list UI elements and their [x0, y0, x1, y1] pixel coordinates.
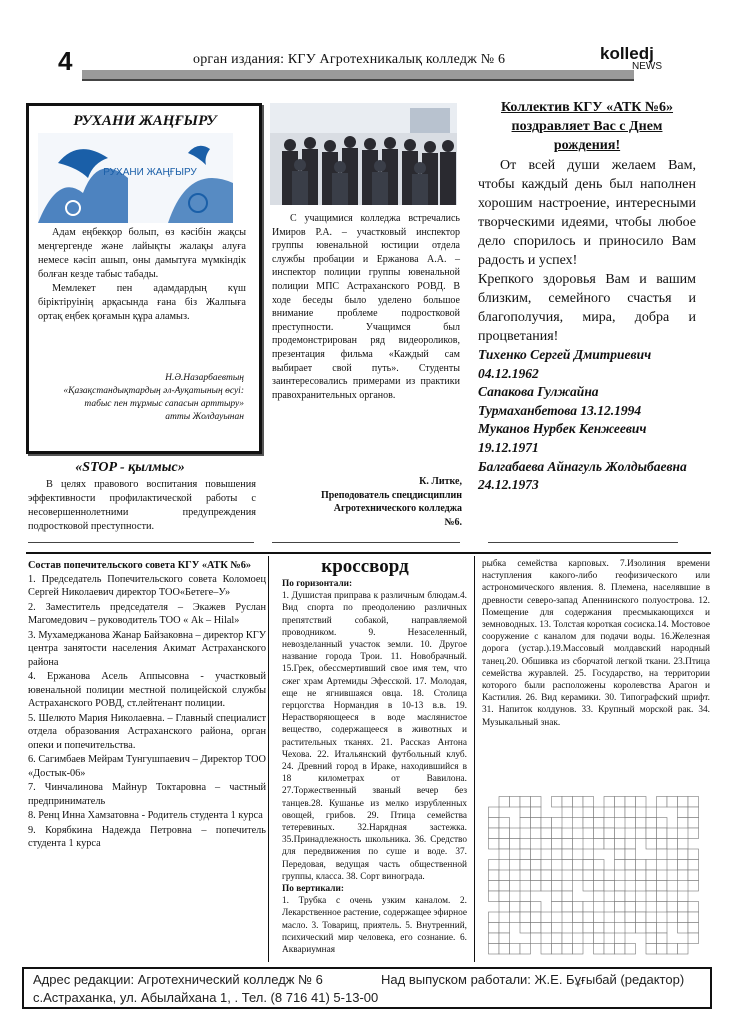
- crossword-cell: [625, 839, 636, 850]
- crossword-cell: [604, 828, 615, 839]
- crossword-cell: [573, 870, 584, 881]
- crossword-cell: [562, 860, 573, 871]
- crossword-cell: [615, 902, 626, 913]
- crossword-cell: [520, 849, 531, 860]
- crossword-cell: [573, 839, 584, 850]
- meeting-article: С учащимися колледжа встречались Имиров Р.А. – участковый инспектор группы ювенальной юстиции отдела службы пробации и Ержанова А.А. – инспектор полиции группы ювенальной полиции МПС Астраханского РОВД. В ходе беседы было уделено большое внимание проблеме подростковой преступности. Учащимся был продемонстрирован ряд видеороликов, презентация фильма «Каждый сам выбирает свой путь». Студенты заинтересовались примерами из практики правохранительных органов.: [272, 213, 460, 401]
- crossword-cell: [541, 881, 552, 892]
- crossword-cell: [646, 891, 657, 902]
- crossword-cell: [552, 870, 563, 881]
- crossword-cell: [625, 923, 636, 934]
- crossword-cell: [520, 818, 531, 829]
- birthday-name: Балгабаева Айнагуль Жолдыбаевна 24.12.1973: [478, 458, 687, 493]
- crossword-cell: [573, 902, 584, 913]
- crossword-cell: [552, 944, 563, 955]
- crossword-cell: [646, 923, 657, 934]
- crossword-cell: [636, 902, 647, 913]
- rukhani-signature: [38, 372, 244, 424]
- crossword-cell: [678, 818, 689, 829]
- crossword-cell: [583, 923, 594, 934]
- crossword-cell: [688, 828, 699, 839]
- kolledj-news-logo: [600, 44, 680, 72]
- crossword-cell: [657, 891, 668, 902]
- crossword-cell: [625, 870, 636, 881]
- crossword-cell: [531, 912, 542, 923]
- crossword-cell: [657, 881, 668, 892]
- crossword-cell: [531, 797, 542, 808]
- board-member: 7. Чинчалинова Майнур Токтаровна – частный предприниматель: [28, 782, 266, 807]
- crossword-cell: [552, 849, 563, 860]
- crossword-cell: [594, 818, 605, 829]
- crossword-cell: [615, 860, 626, 871]
- crossword-cell: [646, 860, 657, 871]
- crossword-cell: [615, 881, 626, 892]
- students-group-photo: [270, 103, 457, 205]
- crossword-cell: [541, 912, 552, 923]
- birthday-heading: Коллектив КГУ «АТК №6» поздравляет Вас с Днем рождения!: [500, 100, 674, 153]
- crossword-cell: [667, 797, 678, 808]
- board-of-trustees: [28, 559, 266, 852]
- crossword-cell: [594, 933, 605, 944]
- crossword-cell: [657, 933, 668, 944]
- board-member: 5. Шелюто Мария Николаевна. – Главный специалист отдела образования Астраханского района, орган опеки и попечительства.: [28, 712, 266, 751]
- crossword-cell: [499, 933, 510, 944]
- board-list: [28, 573, 266, 851]
- crossword-cell: [520, 797, 531, 808]
- crossword-cell: [520, 923, 531, 934]
- crossword-clues-continued: рыбка семейства карповых. 7.Изолиния времени наступления какого-либо геофизического или астрономического явления. 8. Племена, населявшие в древности северо-запад Апеннинского полуострова. 12. Помещение для содержания пресмыкающихся и земноводных. 13. Толстая короткая сосиска.14. Мостовое сооружение с каналом для подачи воды. 16.Железная дорога (устар.).19.Массовый молдавский народный танец.20. Обшивка из сборчатой легкой ткани. 23.Птица семейства журавлей. 25. Государство, на территории которого были расположены королевства Арагон и Кастилия. 26. Вид керамики. 30. Типографский шрифт. 31. Напиток колдунов. 33. Крупный морской рак. 34. Музыкальный знак.: [482, 559, 710, 728]
- crossword-cell: [678, 849, 689, 860]
- crossword-cell: [531, 849, 542, 860]
- crossword-cell: [646, 933, 657, 944]
- crossword-cell: [594, 891, 605, 902]
- column-rule: [28, 542, 254, 543]
- crossword-cell: [594, 912, 605, 923]
- crossword-cell: [499, 944, 510, 955]
- board-member: 6. Сагимбаев Мейрам Тунгушпаевич – Директор ТОО «Достык-06»: [28, 754, 266, 779]
- board-member: 1. Председатель Попечительского совета Коломоец Сергей Николаевич директор ТОО«Бетеге–У»: [28, 573, 266, 598]
- crossword-cell: [562, 839, 573, 850]
- crossword-cell: [688, 870, 699, 881]
- crossword-cell: [510, 828, 521, 839]
- crossword-cell: [646, 807, 657, 818]
- crossword-cell: [688, 881, 699, 892]
- crossword-cell: [678, 860, 689, 871]
- crossword-cell: [646, 912, 657, 923]
- crossword-cell: [531, 881, 542, 892]
- crossword-cell: [489, 860, 500, 871]
- crossword-cell: [688, 849, 699, 860]
- crossword-cell: [615, 944, 626, 955]
- clues-down: 1. Трубка с очень узким каналом. 2. Лекарственное растение, содержащее эфирное масло. 3. Товарищ, приятель. 5. Внутренний, психический мир человека, его сознание. 6. Аквариумная: [282, 896, 467, 956]
- rukhani-body: [38, 226, 246, 324]
- crossword-cell: [625, 912, 636, 923]
- crossword-cell: [562, 912, 573, 923]
- crossword-cell: [667, 828, 678, 839]
- crossword-cell: [573, 860, 584, 871]
- crossword-cell: [541, 860, 552, 871]
- crossword-cell: [657, 839, 668, 850]
- crossword-cell: [562, 797, 573, 808]
- signature-quote: «Қазақстандықтардың әл-Ауқатының өсуі: табыс пен тұрмыс сапасын арттыру»: [63, 386, 244, 409]
- crossword-cell: [678, 797, 689, 808]
- crossword-cell: [678, 839, 689, 850]
- crossword-cell: [573, 944, 584, 955]
- crossword-grid: [488, 796, 708, 958]
- crossword-cell: [520, 944, 531, 955]
- crossword-cell: [625, 849, 636, 860]
- crossword-cell: [657, 870, 668, 881]
- birthday-name: Тихенко Сергей Дмитриевич 04.12.1962: [478, 347, 652, 381]
- board-member: 2. Заместитель председателя – Экажев Руслан Магомедович – руководитель ТОО « Ak – Hilal»: [28, 601, 266, 626]
- crossword-cell: [573, 818, 584, 829]
- crossword-cell: [636, 870, 647, 881]
- crossword-cell: [562, 849, 573, 860]
- crossword-cell: [646, 870, 657, 881]
- crossword-cell: [678, 870, 689, 881]
- footer-editor: Над выпуском работали: Ж.Е. Бұғыбай (редактор): [381, 972, 685, 987]
- birthday-name: Сапакова Гулжайна Турмаханбетова 13.12.1994: [478, 384, 642, 418]
- crossword-cell: [625, 891, 636, 902]
- crossword-cell: [583, 849, 594, 860]
- crossword-cell: [510, 860, 521, 871]
- crossword-cell: [615, 807, 626, 818]
- crossword-cell: [615, 849, 626, 860]
- crossword-cell: [636, 828, 647, 839]
- crossword-cell: [667, 902, 678, 913]
- crossword-cell: [688, 818, 699, 829]
- crossword-cell: [615, 912, 626, 923]
- crossword-cell: [667, 860, 678, 871]
- crossword-cell: [489, 839, 500, 850]
- column-rule: [488, 542, 678, 543]
- crossword-cell: [531, 933, 542, 944]
- crossword-cell: [604, 839, 615, 850]
- crossword-cell: [583, 881, 594, 892]
- crossword-cell: [594, 870, 605, 881]
- crossword-cell: [573, 923, 584, 934]
- crossword-cell: [615, 933, 626, 944]
- crossword-cell: [489, 818, 500, 829]
- crossword-cell: [646, 881, 657, 892]
- birthday-paragraph: От всей души желаем Вам, чтобы каждый день был наполнен хорошим настроение, интересными творческими идеями, чтобы любое дело спорилось и приносило Вам радость и успех!: [478, 158, 696, 268]
- crossword-cell: [489, 933, 500, 944]
- section-divider: [26, 552, 711, 554]
- clues-across-label: По горизонтали:: [282, 579, 353, 589]
- crossword-cell: [583, 870, 594, 881]
- crossword-cell: [489, 807, 500, 818]
- crossword-cell: [520, 902, 531, 913]
- crossword-cell: [604, 902, 615, 913]
- crossword-cell: [688, 860, 699, 871]
- board-member: 4. Ержанова Асель Аппысовна - участковый ювенальной полиции местной полицейской службы Астраханского РОВД, ст.лейтенант полиции.: [28, 671, 266, 709]
- crossword-cell: [531, 860, 542, 871]
- footer-address: с.Астраханка, ул. Абылайхана 1, . Тел. (8 716 41) 5-13-00: [33, 990, 379, 1005]
- banner-text: РУХАНИ ЖАҢҒЫРУ: [103, 167, 197, 178]
- clues-down-label: По вертикали:: [282, 884, 344, 895]
- crossword-cell: [499, 902, 510, 913]
- crossword-cell: [520, 912, 531, 923]
- crossword-cell: [657, 849, 668, 860]
- crossword-cell: [636, 797, 647, 808]
- crossword-cell: [667, 944, 678, 955]
- crossword-cell: [510, 944, 521, 955]
- crossword-cell: [583, 933, 594, 944]
- crossword-cell: [583, 902, 594, 913]
- crossword-cell: [678, 902, 689, 913]
- crossword-cell: [583, 818, 594, 829]
- crossword-cell: [499, 870, 510, 881]
- crossword-cell: [688, 923, 699, 934]
- crossword-cell: [489, 912, 500, 923]
- crossword-cell: [678, 912, 689, 923]
- crossword-cell: [667, 881, 678, 892]
- stop-text: В целях правового воспитания повышения эффективности профилактической работы с несовершеннолетними предупреждения подростковой преступности.: [28, 479, 256, 532]
- crossword-cell: [615, 891, 626, 902]
- crossword-cell: [615, 839, 626, 850]
- crossword-cell: [636, 818, 647, 829]
- rukhani-banner-image: [38, 133, 233, 223]
- crossword-cell: [678, 807, 689, 818]
- crossword-cell: [499, 923, 510, 934]
- header-bar-line: [82, 79, 634, 81]
- crossword-cell: [583, 828, 594, 839]
- crossword-cell: [520, 860, 531, 871]
- crossword-cell: [541, 923, 552, 934]
- crossword-cell: [552, 933, 563, 944]
- crossword-cell: [594, 860, 605, 871]
- logo-text-top: kolledj: [600, 44, 654, 63]
- rukhani-paragraph: Адам еңбекқор болып, өз кәсібін жақсы меңгергенде және лайықты жалақы алуға немесе кәсіп ашып, оны дамытуға мүмкіндік болған кезде табыс табады.: [38, 227, 246, 280]
- crossword-cell: [604, 881, 615, 892]
- signature-end: атты Жолдауынан: [165, 412, 244, 422]
- article-signature: [320, 475, 462, 529]
- crossword-cell: [541, 828, 552, 839]
- crossword-cell: [531, 923, 542, 934]
- column-rule: [272, 542, 460, 543]
- birthday-name: Муканов Нурбек Кенжеевич 19.12.1971: [478, 421, 647, 455]
- crossword-cell: [531, 807, 542, 818]
- crossword-cell: [499, 797, 510, 808]
- crossword-cell: [646, 828, 657, 839]
- crossword-cell: [573, 797, 584, 808]
- crossword-cell: [510, 912, 521, 923]
- crossword-cell: [541, 870, 552, 881]
- crossword-cell: [646, 839, 657, 850]
- crossword-cell: [489, 870, 500, 881]
- crossword-cell: [499, 818, 510, 829]
- birthday-names: [478, 346, 696, 495]
- crossword-cell: [489, 881, 500, 892]
- crossword-cell: [552, 797, 563, 808]
- publisher-line: орган издания: КГУ Агротехникалық колледж № 6: [193, 52, 506, 67]
- crossword-cell: [562, 944, 573, 955]
- crossword-cell: [499, 839, 510, 850]
- crossword-cell: [625, 797, 636, 808]
- signature-name: Н.Ә.Назарбаевтың: [165, 373, 244, 383]
- crossword-cell: [531, 818, 542, 829]
- signature-author: К. Литке,: [419, 476, 462, 487]
- crossword-cell: [688, 912, 699, 923]
- crossword-cell: [688, 902, 699, 913]
- crossword-cell: [625, 860, 636, 871]
- crossword-cell: [594, 944, 605, 955]
- board-member: 3. Мухамеджанова Жанар Байзаковна – директор КГУ центра занятости населения Акимат Астраханского района: [28, 629, 266, 668]
- crossword-cell: [562, 902, 573, 913]
- crossword-cell: [583, 860, 594, 871]
- crossword-cell: [510, 797, 521, 808]
- crossword-cell: [552, 839, 563, 850]
- rukhani-title: РУХАНИ ЖАҢҒЫРУ: [73, 113, 217, 129]
- crossword-cell: [657, 818, 668, 829]
- crossword-cell: [667, 839, 678, 850]
- birthday-greeting: [478, 98, 696, 495]
- crossword-cell: [510, 839, 521, 850]
- crossword-cell: [552, 923, 563, 934]
- crossword-cell: [688, 807, 699, 818]
- birthday-paragraph: Крепкого здоровья Вам и вашим близким, семейного счастья и благополучия, мира, добра и процветания!: [478, 272, 696, 344]
- crossword-cell: [636, 860, 647, 871]
- crossword-cell: [604, 870, 615, 881]
- crossword-cell: [552, 818, 563, 829]
- crossword-cell: [583, 797, 594, 808]
- crossword-cell: [688, 933, 699, 944]
- crossword-cell: [510, 902, 521, 913]
- crossword-cell: [499, 891, 510, 902]
- crossword-cell: [636, 923, 647, 934]
- crossword-cell: [594, 807, 605, 818]
- crossword-cell: [541, 839, 552, 850]
- crossword-cell: [594, 923, 605, 934]
- crossword-cell: [615, 797, 626, 808]
- crossword-cell: [562, 828, 573, 839]
- crossword-cell: [520, 870, 531, 881]
- crossword-cell: [499, 849, 510, 860]
- crossword-cell: [583, 912, 594, 923]
- crossword-cell: [562, 933, 573, 944]
- board-member: 8. Ренц Инна Хамзатовна - Родитель студента 1 курса: [28, 810, 263, 821]
- crossword-cell: [594, 828, 605, 839]
- crossword-cell: [562, 881, 573, 892]
- crossword-cell: [562, 807, 573, 818]
- crossword-cell: [604, 818, 615, 829]
- crossword-cell: [657, 797, 668, 808]
- header-bar: [82, 70, 634, 79]
- crossword-cell: [625, 818, 636, 829]
- crossword-cell: [489, 828, 500, 839]
- crossword-cell: [625, 902, 636, 913]
- crossword-cell: [552, 881, 563, 892]
- crossword-cell: [657, 902, 668, 913]
- column-divider: [268, 556, 269, 962]
- crossword-cell: [552, 828, 563, 839]
- crossword-cell: [594, 881, 605, 892]
- crossword-cell: [657, 828, 668, 839]
- crossword-cell: [594, 839, 605, 850]
- footer-address-label: Адрес редакции: Агротехнический колледж № 6: [33, 972, 323, 987]
- crossword-cell: [489, 891, 500, 902]
- crossword-cell: [520, 839, 531, 850]
- crossword-cell: [678, 923, 689, 934]
- board-heading: Состав попечительского совета КГУ «АТК №6»: [28, 560, 252, 571]
- crossword-cell: [499, 828, 510, 839]
- crossword-cell: [541, 818, 552, 829]
- crossword-cell: [604, 944, 615, 955]
- crossword-cell: [625, 944, 636, 955]
- crossword-cell: [531, 870, 542, 881]
- crossword-cell: [510, 881, 521, 892]
- crossword-cell: [541, 944, 552, 955]
- crossword-cell: [520, 807, 531, 818]
- crossword-title: кроссворд: [321, 556, 409, 577]
- crossword-cell: [657, 923, 668, 934]
- crossword-cell: [499, 881, 510, 892]
- crossword-cell: [688, 797, 699, 808]
- crossword-cell: [678, 944, 689, 955]
- crossword-cell: [531, 902, 542, 913]
- logo-text-bottom: NEWS: [632, 61, 662, 72]
- crossword-cell: [604, 923, 615, 934]
- crossword-cell: [636, 881, 647, 892]
- crossword-cell: [657, 944, 668, 955]
- crossword-cell: [573, 912, 584, 923]
- crossword-cell: [531, 828, 542, 839]
- signature-role: Преподователь спецдисциплин Агротехнического колледжа №6.: [320, 489, 462, 528]
- crossword-cell: [646, 818, 657, 829]
- crossword-cell: [552, 902, 563, 913]
- rukhani-paragraph: Мемлекет пен адамдардың күш біріктіруінің арқасында ғана біз Жалпыға ортақ еңбек қоғамын құра аламыз.: [38, 283, 246, 322]
- crossword-cell: [667, 912, 678, 923]
- column-divider: [474, 556, 475, 962]
- crossword-cell: [678, 891, 689, 902]
- crossword-cell: [489, 923, 500, 934]
- stop-heading: «STOP - қылмыс»: [75, 460, 185, 475]
- clues-across: 1. Душистая приправа к различным блюдам.4. Вид спорта по преодолению различных препятствий собакой, направляемой проводником. 9. Незаселенный, невозделанный участок земли. 10. Другое название города Трои. 11. Новобрачный. 15.Грек, обессмертивший свое имя тем, что сжег храм Артемиды Эфесской. 17. Молодая, еще не ягнившаяся овца. 18. Столица герцогства Нормандия в 10-13 в.в. 19. Нерастворяющееся в воде маслянистое вещество, содержащееся в животных и растительных тканях. 21. Рассказ Антона Чехова. 22. Итальянский футбольный клуб. 24. Древний город в Ираке, находившийся в 18 километрах от Вавилона. 27.Торжественный званый вечер без танцев.28. Кушанье из мелко изрубленных овощей, грибов. 29. Птица семейства тетеревиных. 32.Нарядная застежка. 35.Принадлежность школьника. 36. Средство для передвижения по суше и воде. 37. Передовая, ведущая часть общественной группы, класса. 38. Сорт винограда.: [282, 591, 467, 882]
- board-member: 9. Корябкина Надежда Петровна – попечитель студента 1 курса: [28, 824, 266, 849]
- crossword-clues: [282, 578, 467, 956]
- crossword-cell: [636, 912, 647, 923]
- crossword-cell: [583, 807, 594, 818]
- crossword-cell: [625, 807, 636, 818]
- crossword-cell: [615, 828, 626, 839]
- crossword-cell: [604, 797, 615, 808]
- crossword-cell: [646, 944, 657, 955]
- crossword-cell: [552, 891, 563, 902]
- crossword-cell: [562, 891, 573, 902]
- crossword-cell: [520, 891, 531, 902]
- page-number: 4: [58, 46, 73, 76]
- crossword-cell: [489, 944, 500, 955]
